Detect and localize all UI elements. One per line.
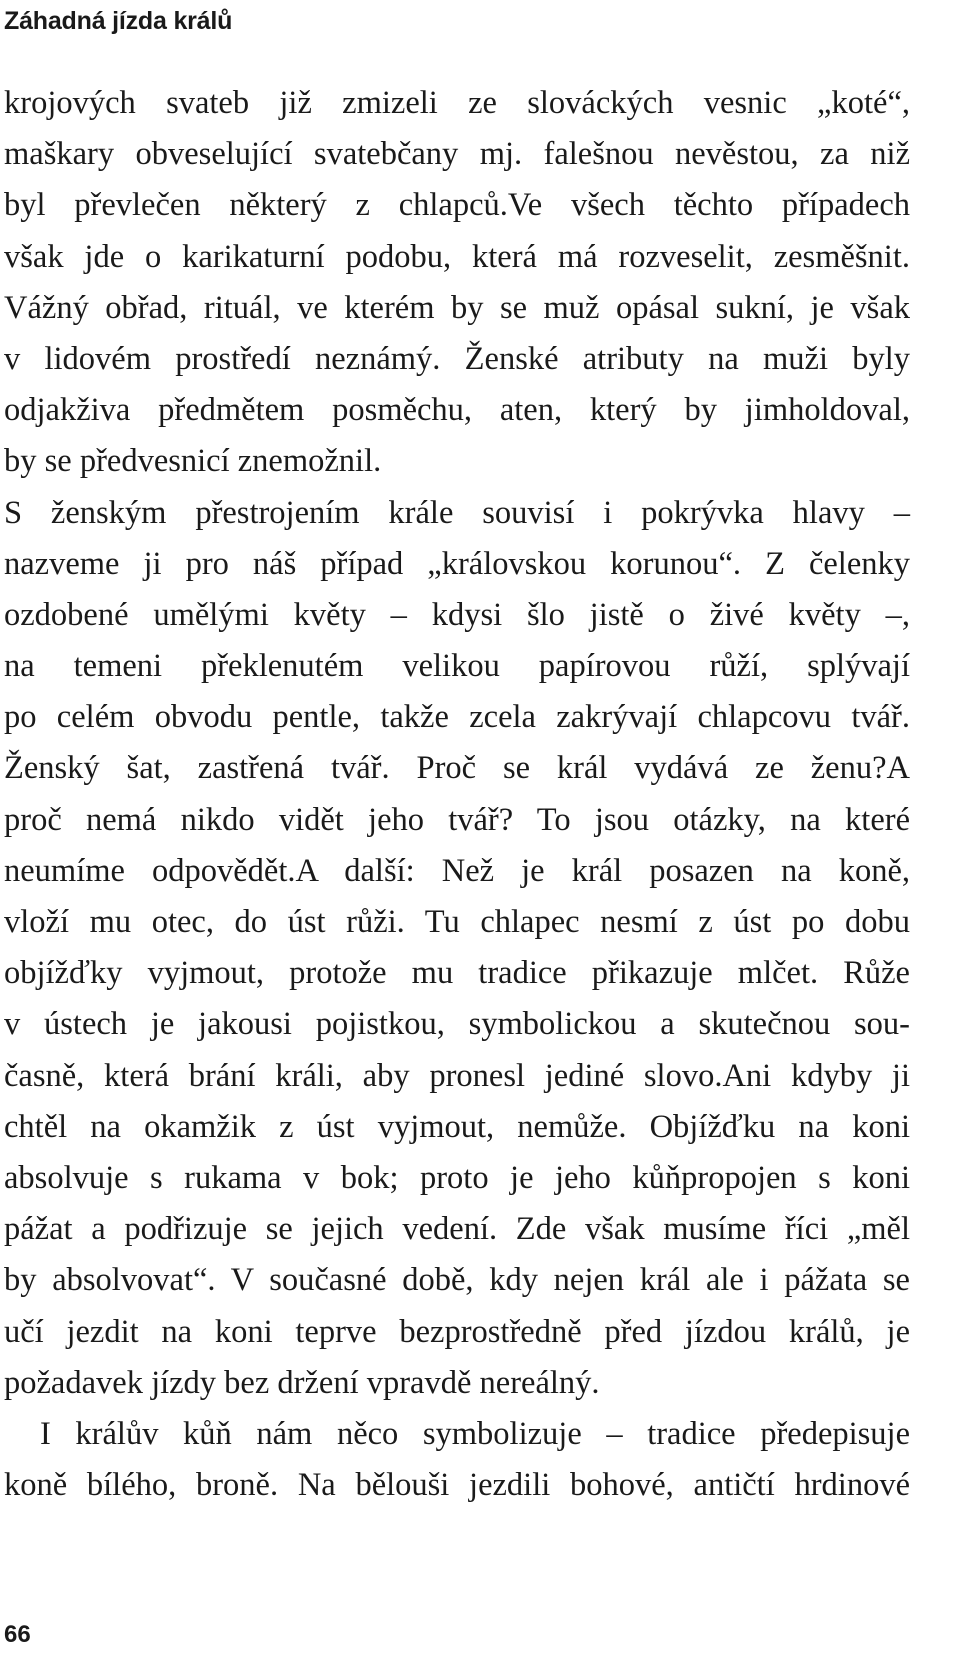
text-line: pážat a podřizuje se jejich vedení. Zde však musíme říci „měl: [4, 1211, 910, 1248]
text-line: však jde o karikaturní podobu, která má rozveselit, zesměšnit.: [4, 238, 910, 275]
text-line: Vážný obřad, rituál, ve kterém by se muž opásal sukní, je však: [4, 289, 910, 326]
text-line: by absolvovat“. V současné době, kdy nejen král ale i pážata se: [4, 1262, 910, 1299]
page-number: 66: [4, 1621, 31, 1648]
text-line: učí jezdit na koni teprve bezprostředně před jízdou králů, je: [4, 1313, 910, 1350]
text-line: odjakživa předmětem posměchu, aten, který by jimholdoval,: [4, 392, 910, 429]
text-line: nazveme ji pro náš případ „královskou korunou“. Z čelenky: [4, 545, 910, 582]
text-line: byl převlečen některý z chlapců.Ve všech těchto případech: [4, 187, 910, 224]
text-line: požadavek jízdy bez držení vpravdě nereálný.: [4, 1364, 600, 1401]
text-line: neumíme odpovědět.A další: Než je král posazen na koně,: [4, 852, 910, 889]
text-line: Ženský šat, zastřená tvář. Proč se král vydává ze ženu?A: [4, 750, 910, 787]
text-line: objížďky vyjmout, protože mu tradice přikazuje mlčet. Růže: [4, 955, 910, 992]
text-line: vloží mu otec, do úst růži. Tu chlapec nesmí z úst po dobu: [4, 904, 910, 940]
text-line: ozdobené umělými květy – kdysi šlo jistě o živé květy –,: [4, 596, 910, 633]
text-line: maškary obveselující svatebčany mj. falešnou nevěstou, za niž: [4, 136, 910, 173]
text-line: na temeni překlenutém velikou papírovou růží, splývají: [4, 648, 910, 685]
body-text: [4, 78, 910, 1511]
text-line: by se předvesnicí znemožnil.: [4, 443, 382, 480]
text-line: chtěl na okamžik z úst vyjmout, nemůže. Objížďku na koni: [4, 1108, 910, 1145]
text-line: v lidovém prostředí neznámý. Ženské atributy na muži byly: [4, 340, 910, 377]
text-line: absolvuje s rukama v bok; proto je jeho kůňpropojen s koni: [4, 1159, 910, 1196]
text-line: proč nemá nikdo vidět jeho tvář? To jsou otázky, na které: [4, 801, 910, 838]
text-line: časně, která brání králi, aby pronesl jediné slovo.Ani kdyby ji: [4, 1057, 910, 1094]
text-line: po celém obvodu pentle, takže zcela zakrývají chlapcovu tvář.: [4, 699, 910, 736]
running-head: Záhadná jízda králů: [4, 7, 233, 35]
text-line: v ústech je jakousi pojistkou, symbolickou a skutečnou sou-: [4, 1006, 910, 1043]
text-line: koně bílého, broně. Na bělouši jezdili bohové, antičtí hrdinové: [4, 1467, 910, 1504]
text-line: I králův kůň nám něco symbolizuje – tradice předepisuje: [40, 1415, 910, 1452]
text-line: krojových svateb již zmizeli ze slováckých vesnic „koté“,: [4, 85, 910, 121]
text-line: S ženským přestrojením krále souvisí i pokrývka hlavy –: [4, 494, 910, 531]
